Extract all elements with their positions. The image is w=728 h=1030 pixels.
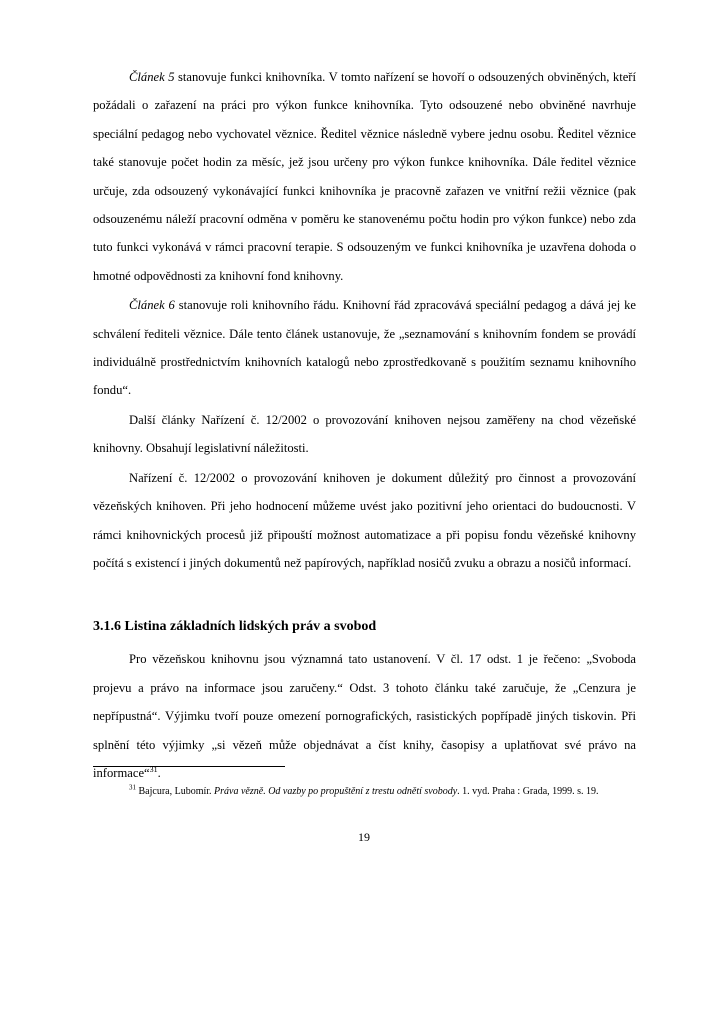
page-body (93, 63, 636, 787)
footnote-author: Bajcura, Lubomír. (136, 786, 215, 797)
footnote-number: 31 (129, 783, 136, 792)
footnote (93, 783, 636, 800)
page-number: 19 (358, 830, 370, 844)
section-heading: 3.1.6 Listina základních lidských práv a svobod (93, 619, 377, 635)
other-articles-text: Další články Nařízení č. 12/2002 o provozování knihoven nejsou zaměřeny na chod vězeňské knihovny. Obsahují legislativní náležitosti. (93, 412, 636, 456)
charter-text-end: . (157, 765, 161, 780)
footnote-rest: . 1. vyd. Praha : Grada, 1999. s. 19. (457, 786, 599, 797)
footnote-separator (93, 766, 285, 767)
paragraph-other-articles (93, 406, 636, 463)
article-6-text: stanovuje roli knihovního řádu. Knihovní řád zpracovává speciální pedagog a dává jej ke schválení řediteli věznice. Dále tento článek ustanovuje, že „seznamování s knihovním fondem se provádí individuálně prostřednictvím knihovních katalogů nebo zprostředkovaně s použitím seznamu knihovního fondu“. (93, 298, 636, 398)
charter-text: Pro vězeňskou knihovnu jsou významná tato ustanovení. V čl. 17 odst. 1 je řečeno: „Svoboda projevu a právo na informace jsou zaručeny.“ Odst. 3 tohoto článku také zaručuje, že „Cenzura je nepřípustná“. Výjimku tvoří pouze omezení pornografických, rasistických popřípadě jiných tiskovin. Při splnění této výjimky „si vězeň může objednávat a číst knihy, časopisy a uplatňovat své právo na informace“ (93, 652, 636, 780)
article-5-lead: Článek 5 (129, 70, 175, 84)
footnote-title: Práva vězně. Od vazby po propuštění z trestu odnětí svobody (214, 786, 458, 797)
paragraph-article-6 (93, 291, 636, 405)
paragraph-evaluation (93, 464, 636, 578)
article-5-text: stanovuje funkci knihovníka. V tomto nařízení se hovoří o odsouzených obviněných, kteří požádali o zařazení na práci pro výkon funkce knihovníka. Tyto odsouzené nebo obviněné navrhuje speciální pedagog nebo vychovatel věznice. Ředitel věznice následně vybere jednu osobu. Ředitel věznice také stanovuje počet hodin za měsíc, jež jsou určeny pro výkon funkce knihovníka. Dále ředitel věznice určuje, zda odsouzený vykonávající funkci knihovníka je pracovně zařazen ve vnitřní režii věznice (pak odsouzenému náleží pracovní odměna v poměru ke stanovenému počtu hodin pro výkon funkce) nebo zda tuto funkci vykonává v rámci pracovní terapie. S odsouzeným ve funkci knihovníka je uzavřena dohoda o hmotné odpovědnosti za knihovní fond knihovny. (93, 70, 637, 283)
article-6-lead: Článek 6 (129, 298, 175, 313)
paragraph-article-5 (93, 63, 636, 290)
evaluation-text: Nařízení č. 12/2002 o provozování knihoven je dokument důležitý pro činnost a provozování vězeňských knihoven. Při jeho hodnocení můžeme uvést jako pozitivní jeho orientaci do budoucnosti. V rámci knihovnických procesů již připouští možnost automatizace a při popisu fondu vězeňské knihovny počítá s existencí i jiných dokumentů než papírových, například nosičů zvuku a obrazu a nosičů informací. (93, 470, 636, 570)
footnote-reference[interactable]: 31 (149, 764, 158, 774)
